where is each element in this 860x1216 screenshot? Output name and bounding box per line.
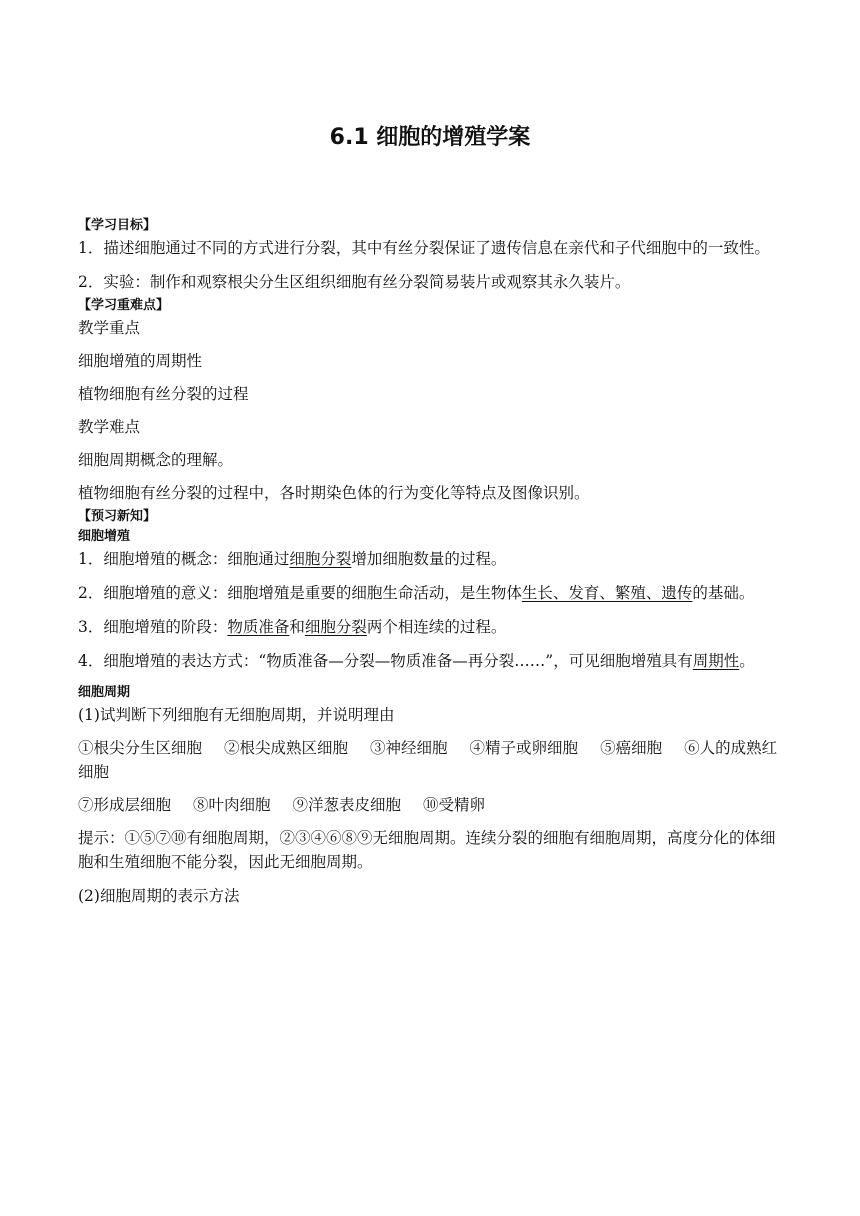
difficult-item-1: 细胞周期概念的理解。	[78, 451, 234, 469]
focus-label: 教学重点	[78, 319, 141, 337]
preview-item-4	[78, 649, 783, 673]
answer-underline: 细胞分裂	[304, 618, 367, 636]
preview-item-1	[78, 547, 783, 571]
goal-item-2: 2．实验：制作和观察根尖分生区组织细胞有丝分裂简易装片或观察其永久装片。	[78, 273, 631, 291]
document-body	[78, 214, 783, 918]
preview-item-3	[78, 615, 783, 639]
text-segment: 和	[289, 618, 305, 636]
text-segment: 2．细胞增殖的意义：细胞增殖是重要的细胞生命活动，是生物体	[78, 584, 522, 602]
cell-option: ③神经细胞	[370, 739, 448, 757]
goal-item-1: 1．描述细胞通过不同的方式进行分裂，其中有丝分裂保证了遗传信息在亲代和子代细胞中的一致性。	[78, 239, 770, 257]
page-title: 6.1 细胞的增殖学案	[329, 125, 531, 150]
text-segment: 增加细胞数量的过程。	[351, 550, 507, 568]
text-segment: 4．细胞增殖的表达方式：“物质准备—分裂—物质准备—再分裂……”，可见细胞增殖具有	[78, 652, 693, 670]
text-segment: 。	[739, 652, 755, 670]
section-heading-preview: 【预习新知】	[78, 509, 157, 524]
cell-option: ⑩受精卵	[423, 796, 486, 814]
cell-option: ④精子或卵细胞	[469, 739, 579, 757]
difficult-label: 教学难点	[78, 418, 141, 436]
text-segment: 1．细胞增殖的概念：细胞通过	[78, 550, 290, 568]
cell-option: ⑤癌细胞	[600, 739, 663, 757]
preview-item-2	[78, 581, 783, 605]
question-1: (1)试判断下列细胞有无细胞周期，并说明理由	[78, 706, 395, 724]
focus-item-2: 植物细胞有丝分裂的过程	[78, 385, 249, 403]
section-heading-keypoints: 【学习重难点】	[78, 298, 170, 313]
hint-text: 提示：①⑤⑦⑩有细胞周期，②③④⑥⑧⑨无细胞周期。连续分裂的细胞有细胞周期，高度分化的体细胞和生殖细胞不能分裂，因此无细胞周期。	[78, 829, 776, 871]
text-segment: 两个相连续的过程。	[366, 618, 507, 636]
text-segment: 的基础。	[692, 584, 755, 602]
answer-underline: 周期性	[692, 652, 740, 670]
answer-underline: 物质准备	[227, 618, 290, 636]
cell-option: ⑦形成层细胞	[78, 796, 172, 814]
question-2: (2)细胞周期的表示方法	[78, 887, 240, 905]
text-segment: 3．细胞增殖的阶段：	[78, 618, 228, 636]
answer-underline: 生长、发育、繁殖、遗传	[521, 584, 693, 602]
focus-item-1: 细胞增殖的周期性	[78, 352, 203, 370]
cell-list-1	[78, 736, 783, 784]
subheading-proliferation: 细胞增殖	[78, 529, 131, 544]
subheading-cell-cycle: 细胞周期	[78, 685, 131, 700]
cell-list-2	[78, 793, 783, 817]
cell-option: ⑧叶肉细胞	[193, 796, 271, 814]
cell-option: ⑨洋葱表皮细胞	[292, 796, 402, 814]
answer-underline: 细胞分裂	[289, 550, 352, 568]
cell-option: ②根尖成熟区细胞	[224, 739, 349, 757]
cell-option: ⑥人的成熟红细胞	[78, 739, 778, 781]
section-heading-goals: 【学习目标】	[78, 218, 157, 233]
difficult-item-2: 植物细胞有丝分裂的过程中，各时期染色体的行为变化等特点及图像识别。	[78, 484, 590, 502]
cell-option: ①根尖分生区细胞	[78, 739, 203, 757]
